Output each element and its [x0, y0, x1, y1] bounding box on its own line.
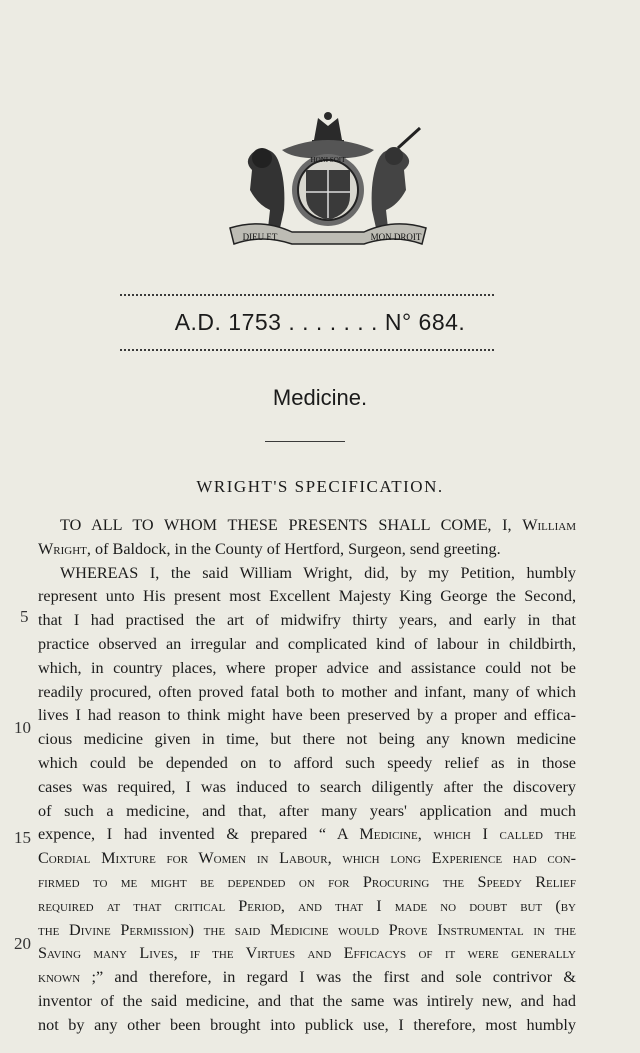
roman-text: TO ALL TO WHOM THESE PRESENTS SHALL COME, I, — [60, 516, 523, 534]
body-line — [38, 728, 576, 752]
body-line — [38, 942, 576, 966]
patent-number: N° 684. — [384, 309, 466, 335]
roman-text: expence, I had invented & prepared “ A — [38, 825, 360, 844]
roman-text: WHEREAS I, the said William Wright, did, by my Petition, humbly — [60, 563, 576, 582]
body-line — [38, 847, 576, 871]
line-number: 5 — [20, 607, 29, 626]
leader-dots: . . . . . . . — [288, 309, 378, 335]
body-line — [38, 538, 576, 562]
roman-text: which, in country places, where proper advice and assistance could not be — [38, 658, 576, 677]
body-line — [38, 1014, 576, 1038]
body-line — [38, 895, 576, 919]
roman-text: practice observed an irregular and complicated kind of labour in childbirth, — [38, 634, 576, 653]
body-line — [38, 681, 576, 705]
body-line — [38, 633, 576, 657]
small-caps-text: Cordial Mixture for Women in Labour, which long Experience had con- — [38, 849, 576, 868]
small-caps-text: Wright — [38, 539, 87, 558]
body-line — [38, 609, 576, 633]
line-number: 10 — [14, 718, 31, 737]
specification-body — [38, 514, 576, 1038]
body-line — [38, 585, 576, 609]
body-line — [38, 919, 576, 943]
body-line — [38, 514, 576, 538]
line-number: 15 — [14, 828, 31, 847]
roman-text: represent unto His present most Excellent Majesty King George the Second, — [38, 587, 576, 606]
body-line — [38, 871, 576, 895]
roman-text: cases was required, I was induced to search diligently after the discovery — [38, 777, 576, 796]
small-caps-text: required at that critical Period, and that I made no doubt but (by — [38, 896, 576, 915]
roman-text: readily procured, often proved fatal both to mother and infant, many of which — [38, 682, 576, 701]
roman-text: that I had practised the art of midwifry thirty years, and early in that — [38, 611, 576, 630]
small-caps-text: known — [38, 968, 81, 987]
roman-text: which could be depended on to afford such speedy relief as in those — [38, 753, 576, 772]
specification-title: WRIGHT'S SPECIFICATION. — [196, 477, 444, 496]
royal-coat-of-arms-icon — [222, 110, 434, 248]
line-number: 20 — [14, 934, 31, 953]
patent-heading — [0, 309, 640, 336]
subject-heading: Medicine. — [272, 385, 368, 410]
body-line — [38, 704, 576, 728]
body-line — [38, 800, 576, 824]
body-line — [38, 823, 576, 847]
motto-right: MON DROIT — [370, 232, 422, 242]
body-line — [38, 752, 576, 776]
small-caps-text: the Divine Permission) the said Medicine would Prove Instrumental in the — [38, 920, 576, 939]
year-label: A.D. 1753 — [174, 309, 282, 335]
small-caps-text: firmed to me might be depended on for Procuring the Speedy Relief — [38, 872, 576, 891]
divider-top — [120, 294, 494, 296]
motto-left: DIEU ET — [242, 232, 278, 242]
body-line — [38, 990, 576, 1014]
roman-text: ;” and therefore, in regard I was the first and sole contrivor & — [80, 968, 576, 987]
roman-text: inventor of the said medicine, and that the same was intirely new, and had — [38, 991, 576, 1010]
roman-text: cious medicine given in time, but there not being any known medicine — [38, 730, 576, 749]
body-line — [38, 657, 576, 681]
divider-middle — [120, 349, 494, 351]
roman-text: not by any other been brought into publick use, I therefore, most humbly — [38, 1015, 576, 1034]
roman-text: , of Baldock, in the County of Hertford, Surgeon, send greeting. — [86, 539, 501, 558]
roman-text: of such a medicine, and that, after many years' application and much — [38, 801, 576, 820]
small-caps-text: Medicine, which I called the — [359, 825, 576, 844]
roman-text: lives I had reason to think might have been preserved by a proper and effica- — [38, 706, 576, 725]
body-line — [38, 562, 576, 586]
body-line — [38, 776, 576, 800]
garter-motto: HONI SOIT — [310, 156, 346, 164]
small-caps-text: William — [522, 516, 576, 534]
divider-short — [265, 441, 345, 442]
body-line — [38, 966, 576, 990]
small-caps-text: Saving many Lives, if the Virtues and Efficacys of it were generally — [38, 944, 576, 963]
